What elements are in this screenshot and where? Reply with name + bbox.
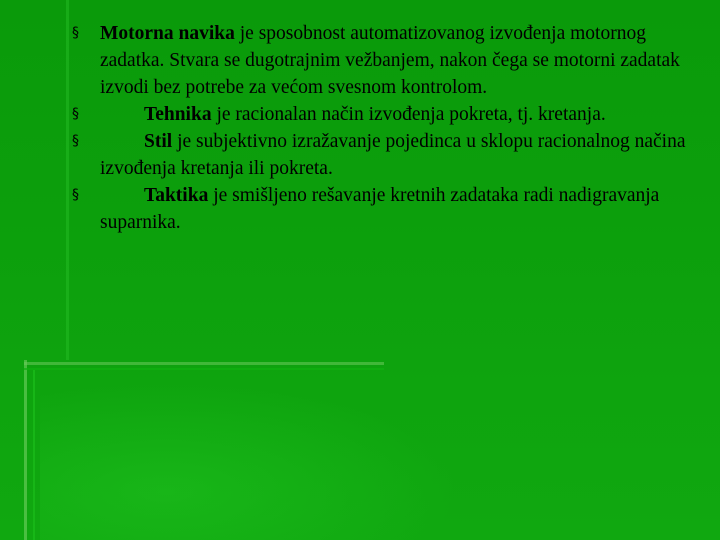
bullet-item-tehnika <box>72 101 687 128</box>
bullet-marker-icon: § <box>72 106 79 122</box>
bullet-item-motorna-navika <box>72 20 687 101</box>
bullet-term: Motorna navika <box>100 23 235 44</box>
bullet-term: Stil <box>144 131 173 152</box>
decorative-horizontal-line <box>24 362 384 365</box>
decorative-horizontal-line <box>24 368 384 370</box>
bullet-list <box>72 20 687 236</box>
bullet-marker-icon: § <box>72 25 79 41</box>
decorative-vertical-line <box>66 0 69 360</box>
bullet-text: je subjektivno izražavanje pojedinca u sklopu racionalnog načina izvođenja kretanja ili pokreta. <box>100 131 686 179</box>
bullet-item-stil <box>72 128 687 182</box>
bullet-text: je sposobnost automatizovanog izvođenja motornog zadatka. Stvara se dugotrajnim vežbanjem, nakon čega se motorni zadatak izvodi bez potrebe za većom svesnom kontrolom. <box>100 23 680 98</box>
decorative-vertical-line <box>33 370 35 540</box>
decorative-vertical-line <box>24 360 27 540</box>
bullet-marker-icon: § <box>72 187 79 203</box>
bullet-text: je racionalan način izvođenja pokreta, tj. kretanja. <box>211 104 606 125</box>
bullet-marker-icon: § <box>72 133 79 149</box>
decorative-glow <box>40 380 460 540</box>
bullet-term: Tehnika <box>144 104 212 125</box>
bullet-text: je smišljeno rešavanje kretnih zadataka radi nadigravanja suparnika. <box>100 185 660 233</box>
bullet-term: Taktika <box>144 185 209 206</box>
bullet-item-taktika <box>72 182 687 236</box>
